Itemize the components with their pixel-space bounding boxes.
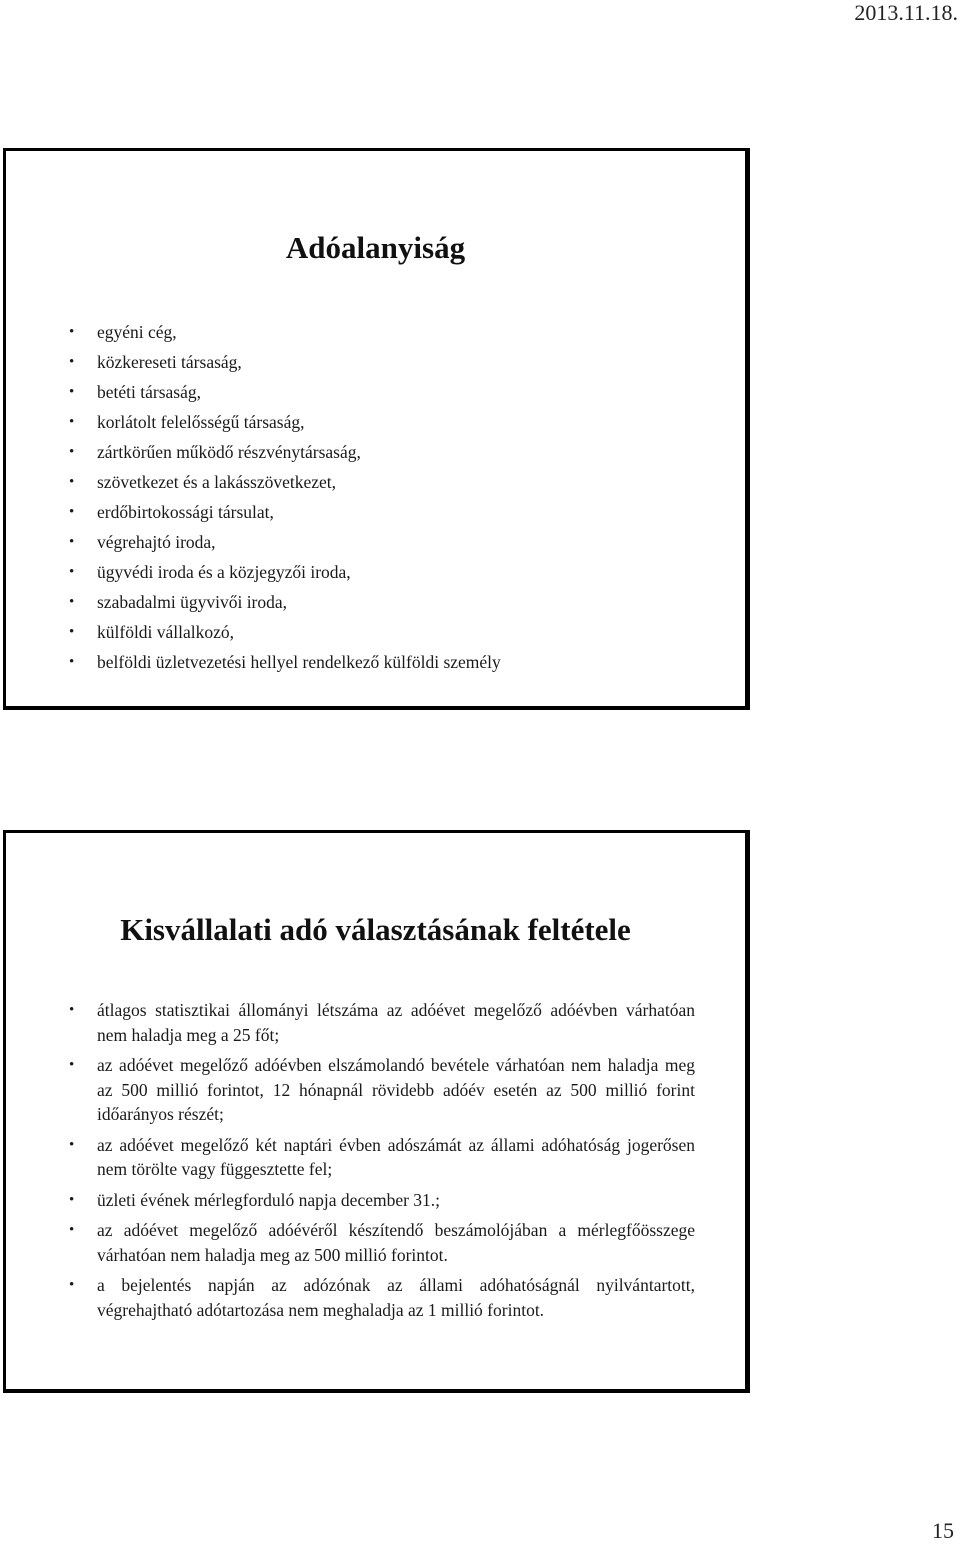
list-item [65,527,725,557]
list-item-text: egyéni cég, [97,322,177,342]
list-item-text: a bejelentés napján az adózónak az állami adóhatóságnál nyilvántartott, végrehajtható adótartozása nem meghaladja az 1 millió forintot. [97,1275,695,1320]
bullet-icon: • [69,624,75,640]
list-item-text: átlagos statisztikai állományi létszáma az adóévet megelőző adóévben várhatóan nem haladja meg a 25 főt; [97,1000,695,1045]
list-item [65,557,725,587]
list-item-text: belföldi üzletvezetési hellyel rendelkező külföldi személy [97,652,501,672]
bullet-icon: • [69,564,75,580]
list-item-text: szabadalmi ügyvivői iroda, [97,592,288,612]
list-item-text: üzleti évének mérlegforduló napja december 31.; [97,1189,441,1210]
slide-adoalanyisag [3,148,750,710]
bullet-icon: • [69,534,75,550]
list-item-text: ügyvédi iroda és a közjegyzői iroda, [97,562,351,582]
bullet-list [65,317,725,677]
bullet-icon: • [69,1002,75,1018]
list-item-text: erdőbirtokossági társulat, [97,502,274,522]
list-item [65,467,725,497]
bullet-icon: • [69,324,75,340]
bullet-icon: • [69,414,75,430]
bullet-icon: • [69,474,75,490]
list-item-text: az adóévet megelőző két naptári évben adószámát az állami adóhatóság jogerősen nem törölte vagy függesztette fel; [97,1134,695,1179]
slide-kisvallalati-ado [3,830,750,1393]
bullet-icon: • [69,1277,75,1293]
list-item-text: szövetkezet és a lakásszövetkezet, [97,472,337,492]
bullet-icon: • [69,384,75,400]
slide-title: Adóalanyiság [285,230,466,265]
list-item [65,1188,695,1213]
bullet-icon: • [69,1222,75,1238]
bullet-icon: • [69,1136,75,1153]
list-item [65,497,725,527]
list-item-text: külföldi vállalkozó, [97,622,235,642]
list-item [65,347,725,377]
list-item [65,1273,695,1322]
list-item-text: közkereseti társaság, [97,352,242,372]
bullet-icon: • [69,1057,75,1073]
list-item [65,1218,695,1267]
bullet-icon: • [69,654,75,670]
list-item-text: végrehajtó iroda, [97,532,216,552]
list-item [65,617,725,647]
bullet-icon: • [69,354,75,370]
bullet-icon: • [69,594,75,610]
bullet-icon: • [69,504,75,520]
list-item-text: az adóévet megelőző adóévben elszámolandó bevétele várhatóan nem haladja meg az 500 millió forintot, 12 hónapnál rövidebb adóév esetén az 500 millió forint időarányos részét; [97,1055,695,1124]
page-number: 15 [932,1518,954,1543]
list-item [65,998,695,1047]
bullet-icon: • [69,444,75,460]
list-item [65,377,725,407]
page-date: 2013.11.18. [854,0,958,25]
list-item [65,587,725,617]
list-item [65,1133,695,1182]
list-item [65,407,725,437]
list-item [65,1053,695,1127]
list-item [65,647,725,677]
list-item-text: korlátolt felelősségű társaság, [97,412,305,432]
list-item-text: betéti társaság, [97,382,201,402]
slide-title: Kisvállalati adó választásának feltétele [120,912,631,947]
list-item [65,317,725,347]
list-item-text: zártkörűen működő részvénytársaság, [97,442,361,462]
list-item [65,437,725,467]
bullet-icon: • [69,1191,75,1208]
list-item-text: az adóévet megelőző adóévéről készítendő beszámolójában a mérlegfőösszege várhatóan nem haladja meg az 500 millió forintot. [97,1220,695,1265]
bullet-list [65,998,695,1328]
